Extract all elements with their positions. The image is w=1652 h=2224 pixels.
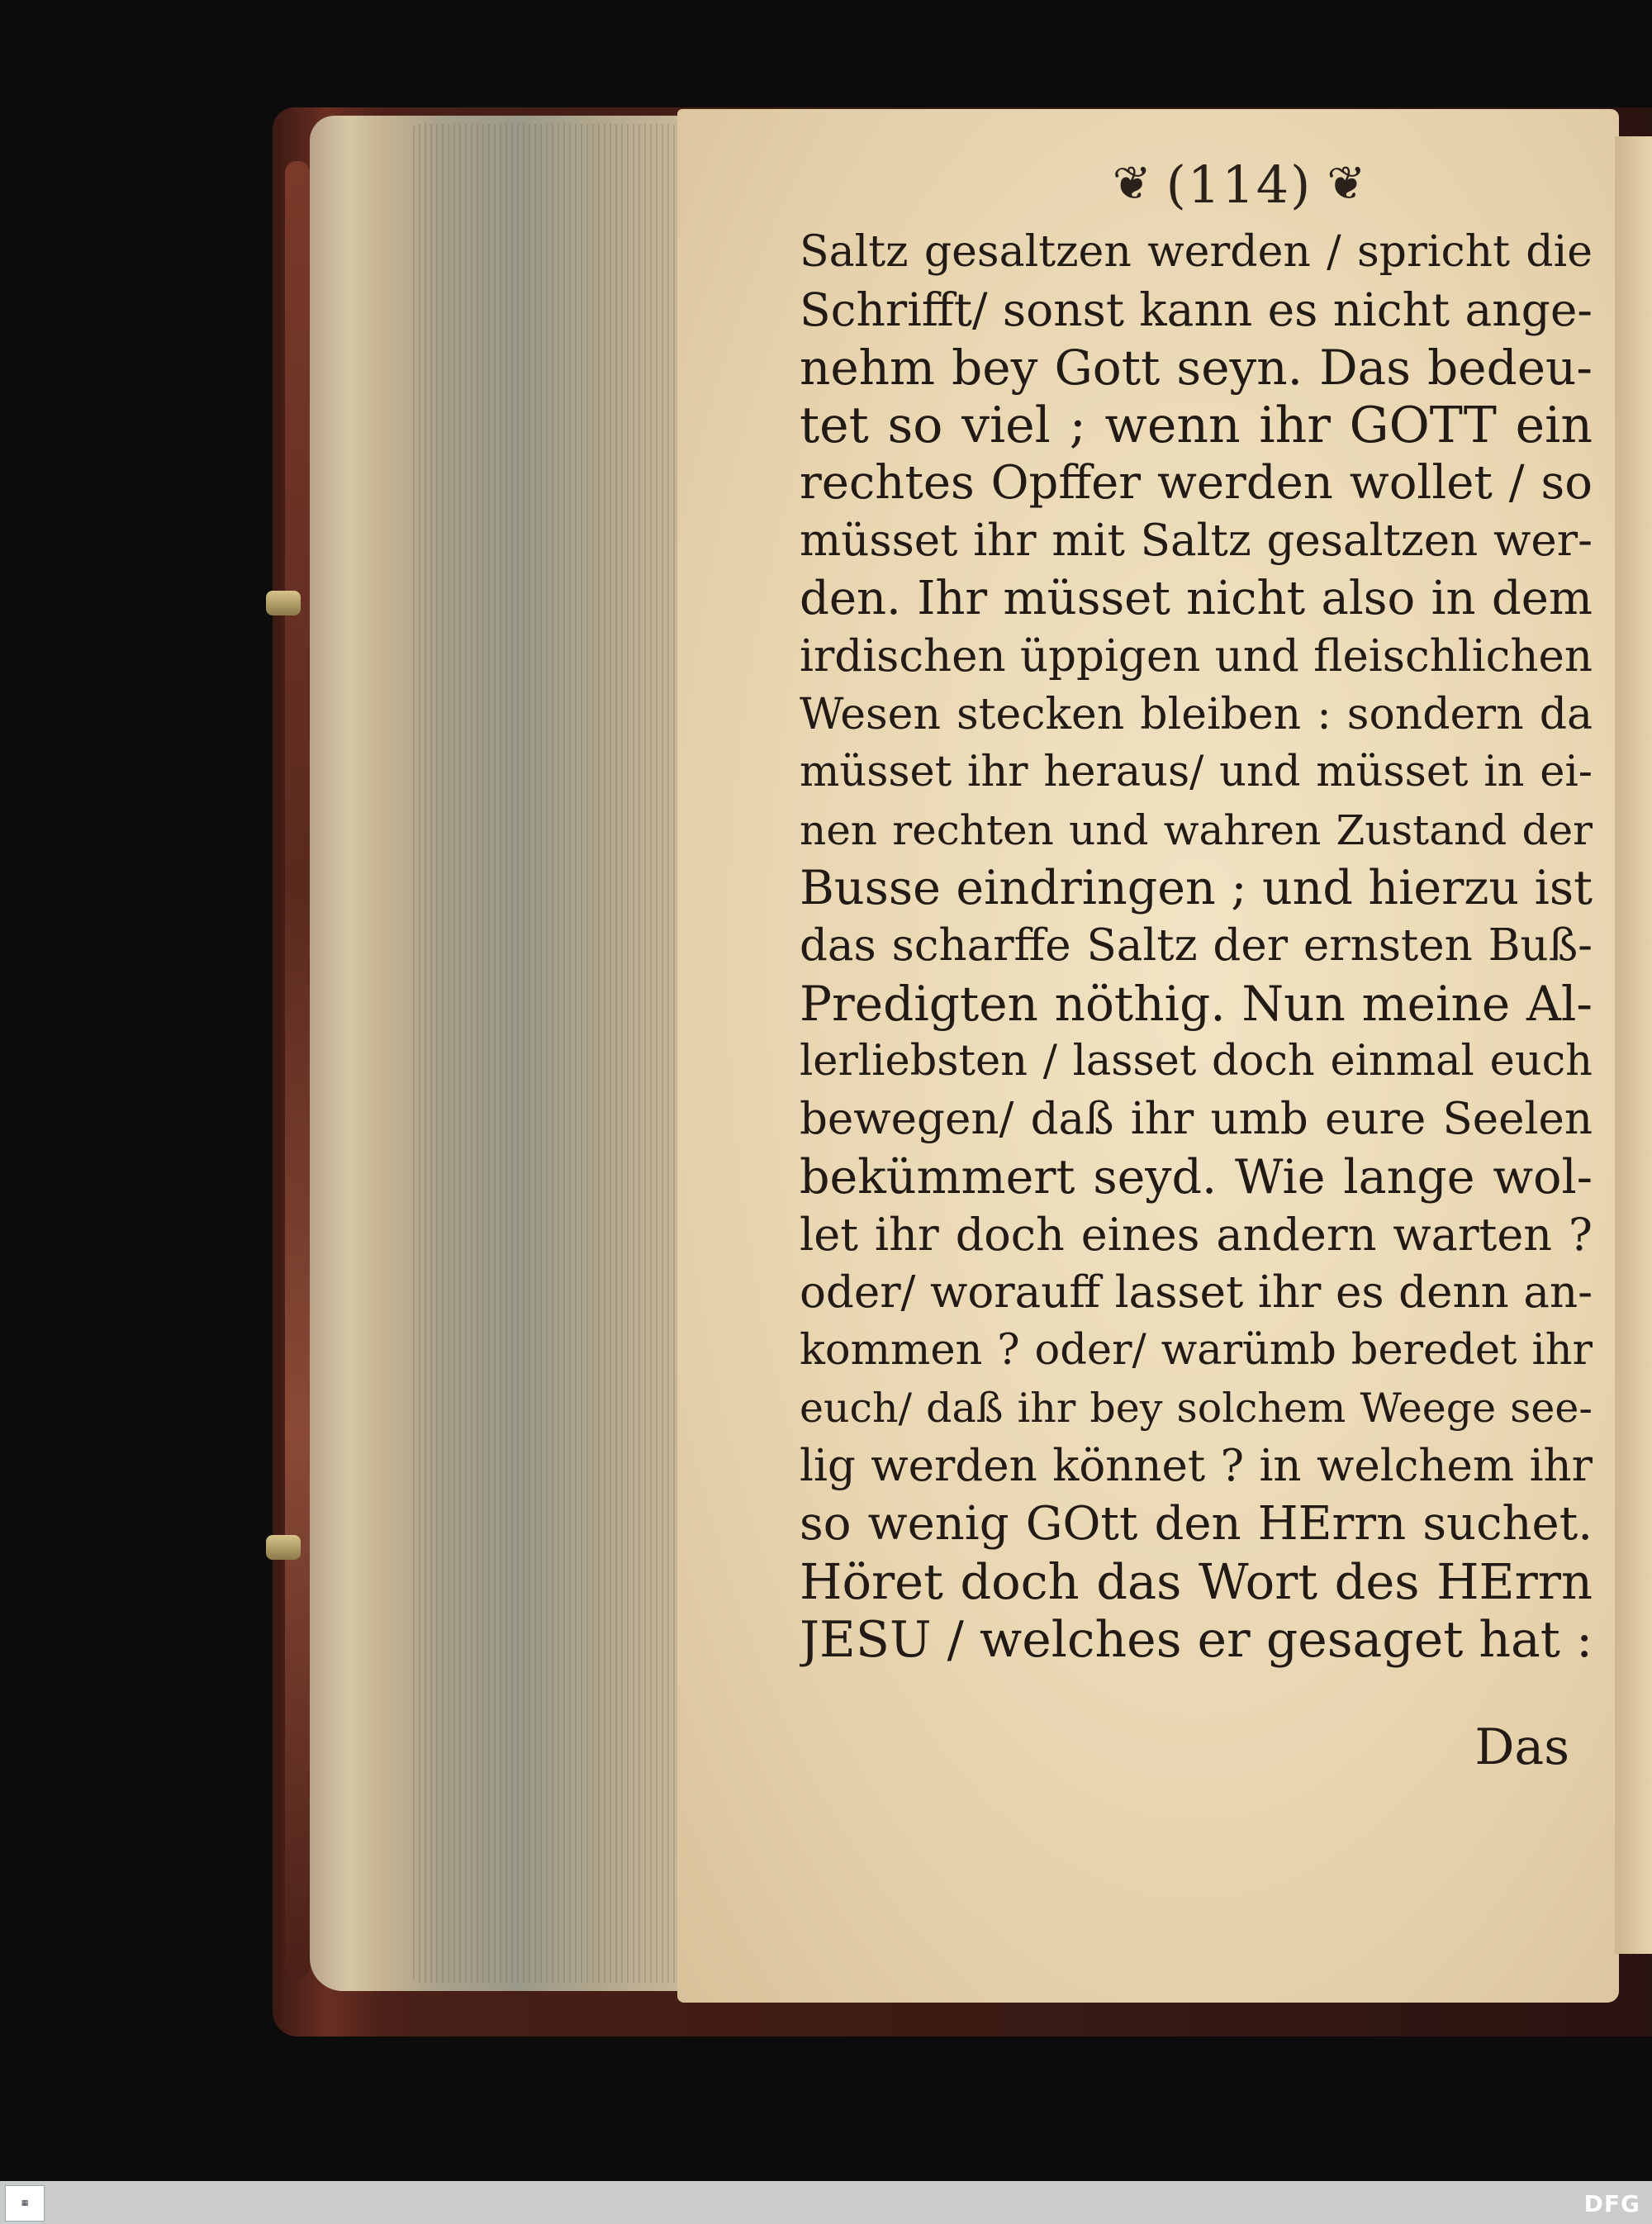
text-line: lerliebsten / lasset doch einmal euch bbox=[800, 1037, 1593, 1086]
clasp-top bbox=[266, 591, 301, 615]
text-line: lig werden könnet ? in welchem ihr bbox=[800, 1441, 1593, 1491]
ornament-right-icon: ❦ bbox=[1327, 157, 1366, 211]
text-line: tet so viel ; wenn ihr GOTT ein bbox=[800, 397, 1593, 454]
page-block-texture bbox=[413, 124, 677, 1983]
facing-page-edge bbox=[1615, 136, 1652, 1954]
dfg-logo: DFG bbox=[1583, 2190, 1640, 2217]
text-line: nen rechten und wahren Zustand der bbox=[800, 806, 1593, 854]
text-line: let ihr doch eines andern warten ? bbox=[800, 1209, 1593, 1261]
text-line: den. Ihr müsset nicht also in dem bbox=[800, 572, 1593, 625]
text-line: bewegen/ daß ihr umb eure Seelen bbox=[800, 1094, 1593, 1144]
text-line: irdischen üppigen und fleischlichen bbox=[800, 631, 1593, 682]
clasp-bottom bbox=[266, 1535, 301, 1560]
text-line: Predigten nöthig. Nun meine Al- bbox=[800, 976, 1593, 1032]
body-text bbox=[800, 223, 1593, 1669]
page-header bbox=[1041, 151, 1437, 217]
text-line: Saltz gesaltzen werden / spricht die bbox=[800, 227, 1593, 277]
text-line: kommen ? oder/ warümb beredet ihr bbox=[800, 1326, 1593, 1375]
text-line: Höret doch das Wort des HErrn bbox=[800, 1553, 1593, 1610]
text-line: Wesen stecken bleiben : sondern da bbox=[800, 690, 1593, 739]
viewer-footer-bar bbox=[0, 2181, 1652, 2224]
text-line: euch/ daß ihr bey solchem Weege see- bbox=[800, 1385, 1593, 1432]
text-line: JESU / welches er gesaget hat : bbox=[800, 1611, 1593, 1669]
text-line: oder/ worauff lasset ihr es denn an- bbox=[800, 1267, 1593, 1318]
text-line: Schrifft/ sonst kann es nicht ange- bbox=[800, 283, 1593, 336]
text-line: so wenig GOtt den HErrn suchet. bbox=[800, 1497, 1593, 1551]
text-line: müsset ihr mit Saltz gesaltzen wer- bbox=[800, 516, 1593, 566]
ornament-left-icon: ❦ bbox=[1112, 157, 1151, 211]
text-line: müsset ihr heraus/ und müsset in ei- bbox=[800, 748, 1593, 796]
text-line: Busse eindringen ; und hierzu ist bbox=[800, 861, 1593, 915]
text-line: bekümmert seyd. Wie lange wol- bbox=[800, 1150, 1593, 1205]
book-spine-edge bbox=[285, 161, 310, 1979]
page-number: (114) bbox=[1165, 154, 1313, 215]
text-line: das scharffe Saltz der ernsten Buß- bbox=[800, 920, 1593, 971]
catchword: Das bbox=[1474, 1718, 1569, 1776]
text-line: rechtes Opffer werden wollet / so bbox=[800, 456, 1593, 510]
library-logo-icon: ▦ bbox=[5, 2185, 45, 2222]
text-line: nehm bey Gott seyn. Das bedeu- bbox=[800, 340, 1593, 396]
